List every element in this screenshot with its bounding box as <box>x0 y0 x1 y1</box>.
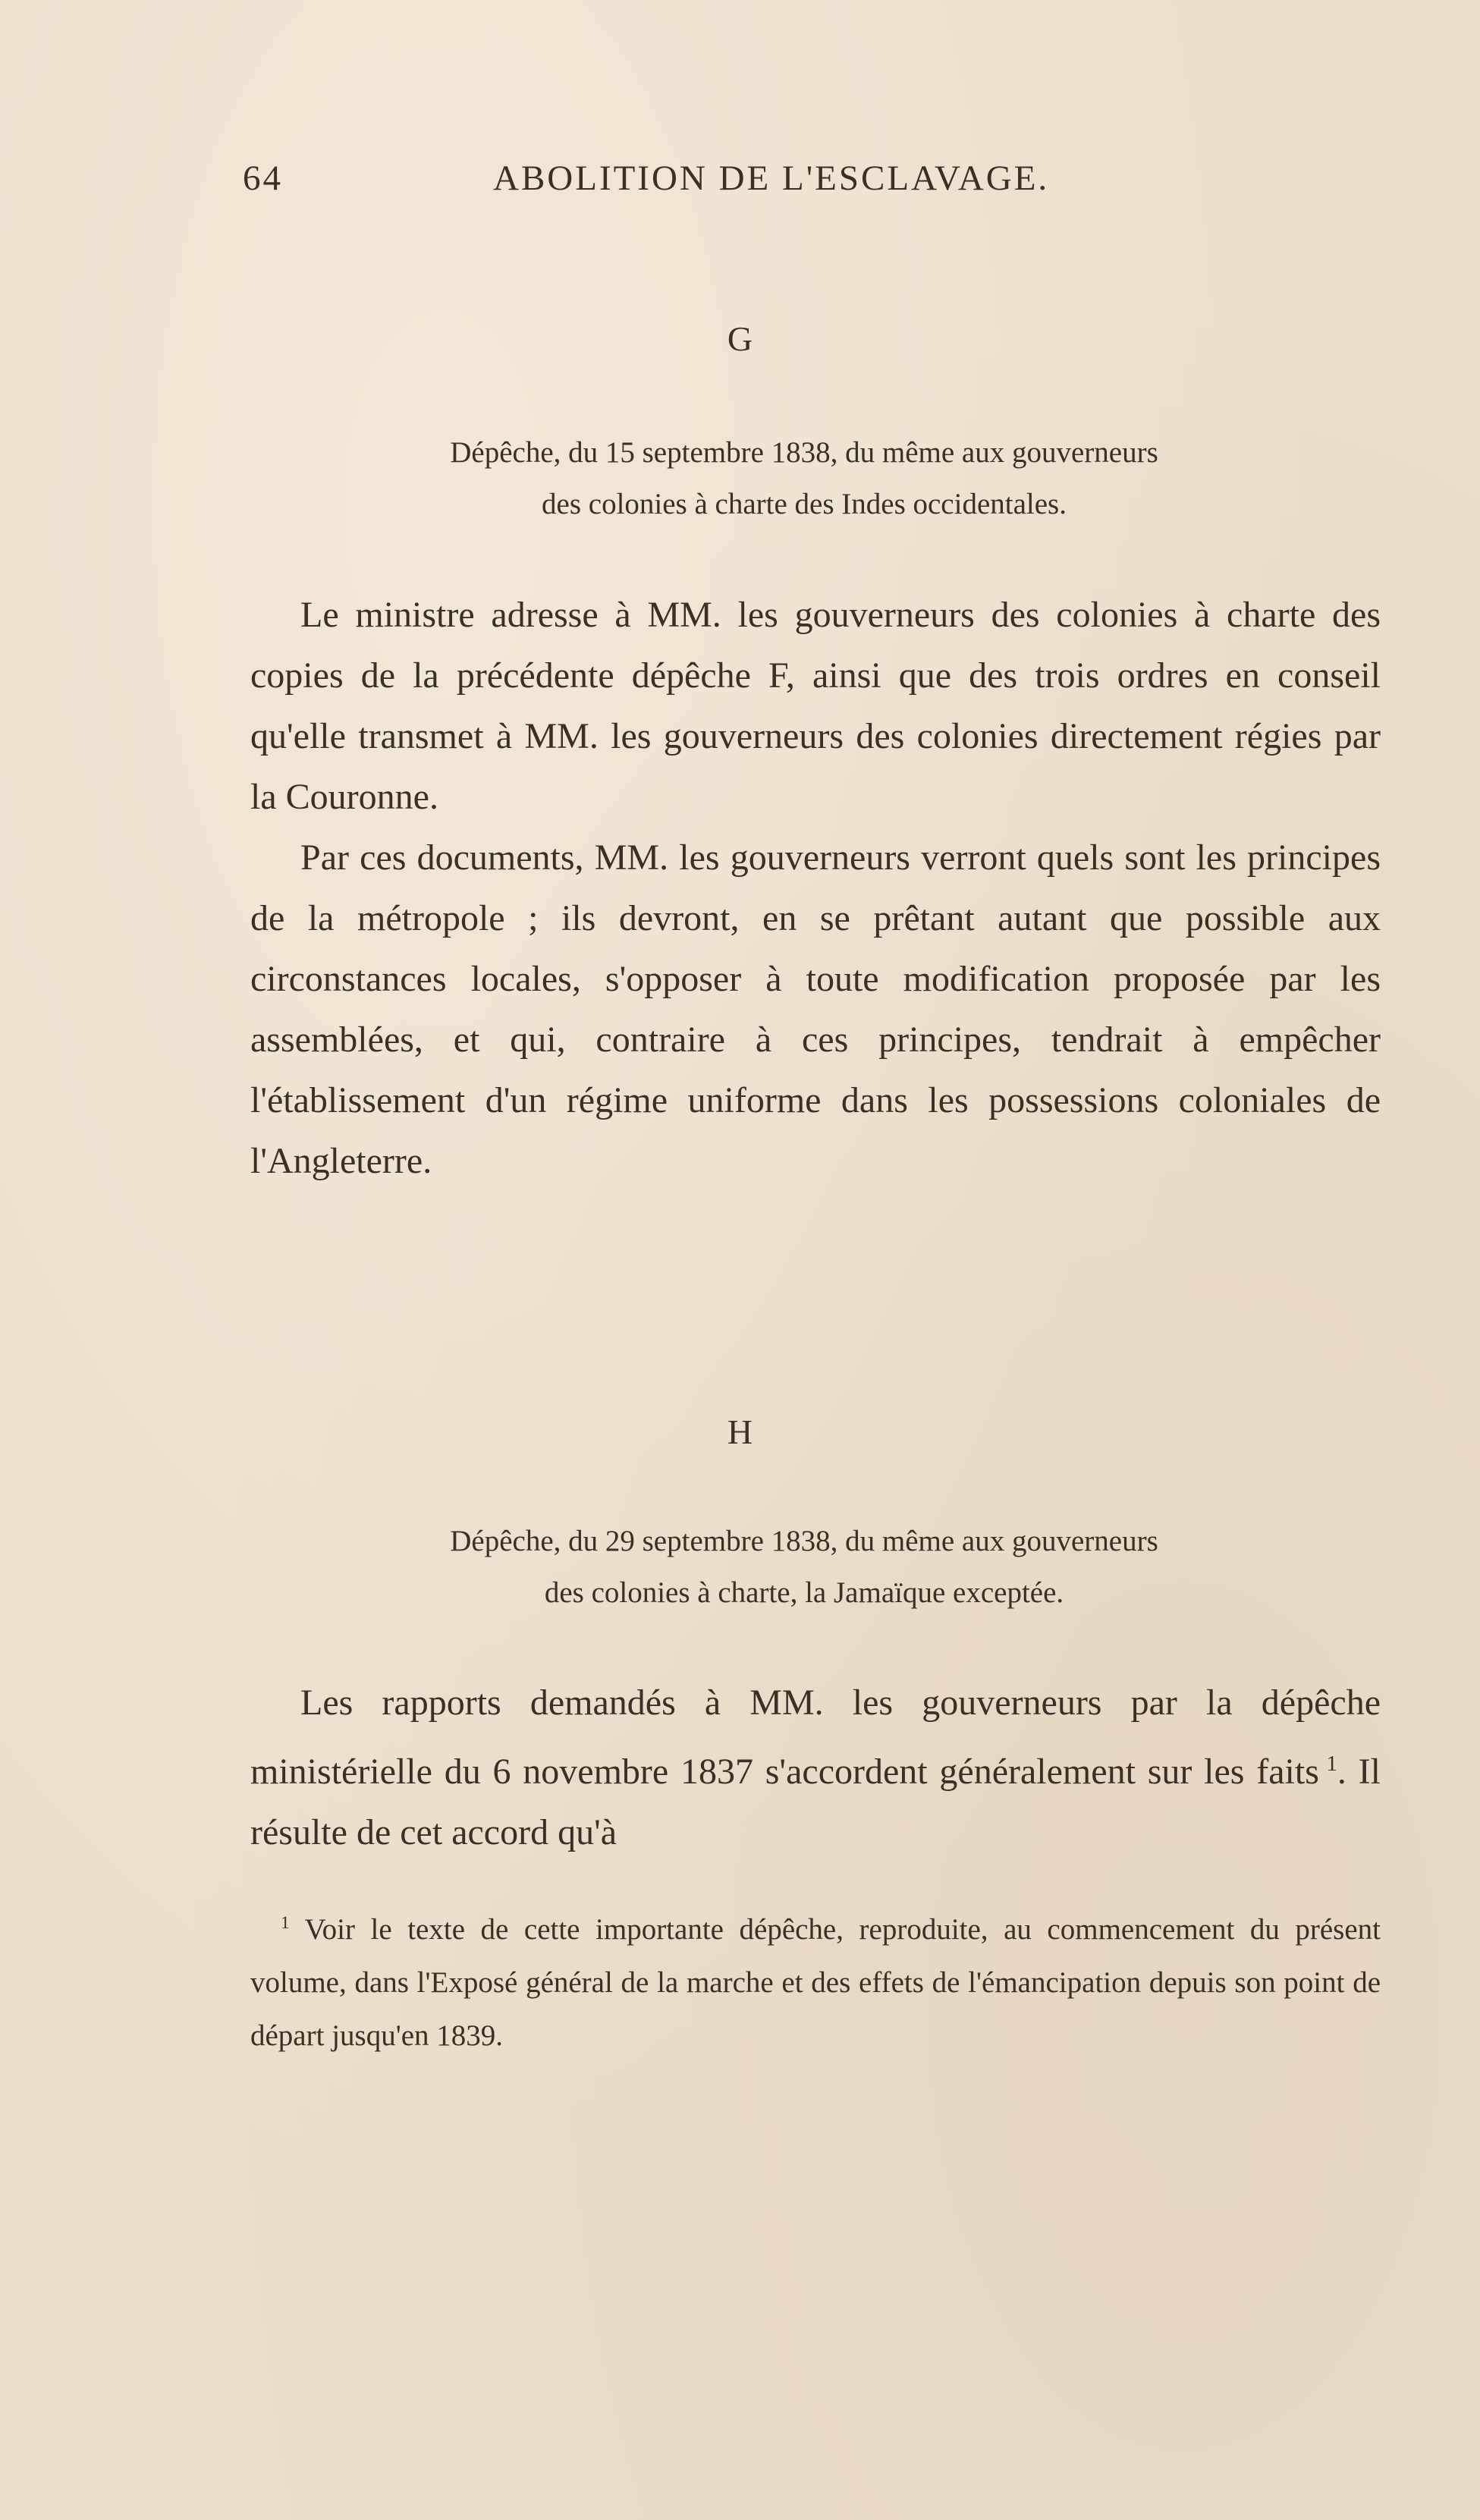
caption-line: Dépêche, du 29 septembre 1838, du même aux gouverneurs <box>450 1525 1158 1557</box>
paragraph: Le ministre adresse à MM. les gouverneurs des colonies à charte des copies de la précédente dépêche F, ainsi que des trois ordres en conseil qu'elle transmet à MM. les gouverneurs des colonies directement régies par la Couronne. <box>250 595 1381 817</box>
footnote-text: Voir le texte de cette importante dépêche, reproduite, au commencement du présent volume, dans l'Exposé général de la marche et des effets de l'émancipation depuis son point de départ jusqu'en 1839. <box>250 1913 1381 2052</box>
section-letter-g: G <box>727 319 753 358</box>
section-h-caption <box>258 1516 1350 1619</box>
section-g-body <box>250 585 1381 1192</box>
page-number: 64 <box>243 159 283 198</box>
caption-line: Dépêche, du 15 septembre 1838, du même aux gouverneurs <box>450 436 1158 469</box>
running-title: ABOLITION DE L'ESCLAVAGE. <box>493 159 1050 198</box>
paragraph-tail: . Il résulte de cet accord qu'à <box>250 1752 1381 1852</box>
section-g-caption <box>258 427 1350 530</box>
paragraph-text: Les rapports demandés à MM. les gouverneurs par la dépêche ministérielle du 6 novembre 1837 s'accordent généralement sur les faits <box>250 1683 1381 1792</box>
paragraph <box>250 1673 1381 1863</box>
footnote-marker: 1 <box>281 1913 290 1933</box>
paragraph: Par ces documents, MM. les gouverneurs verront quels sont les principes de la métropole ; ils devront, en se prêtant autant que possible aux circonstances locales, s'opposer à toute modification proposée par les assemblées, et qui, contraire à ces principes, tendrait à empêcher l'établissement d'un régime uniforme dans les possessions coloniales de l'Angleterre. <box>250 837 1381 1181</box>
caption-line: des colonies à charte des Indes occidentales. <box>542 488 1067 520</box>
footnote <box>250 1896 1381 2063</box>
footnote-ref: 1 <box>1326 1752 1337 1776</box>
running-header <box>243 158 1153 203</box>
section-h-body <box>250 1673 1381 1863</box>
caption-line: des colonies à charte, la Jamaïque exceptée. <box>544 1576 1064 1609</box>
section-letter-h: H <box>727 1412 753 1451</box>
